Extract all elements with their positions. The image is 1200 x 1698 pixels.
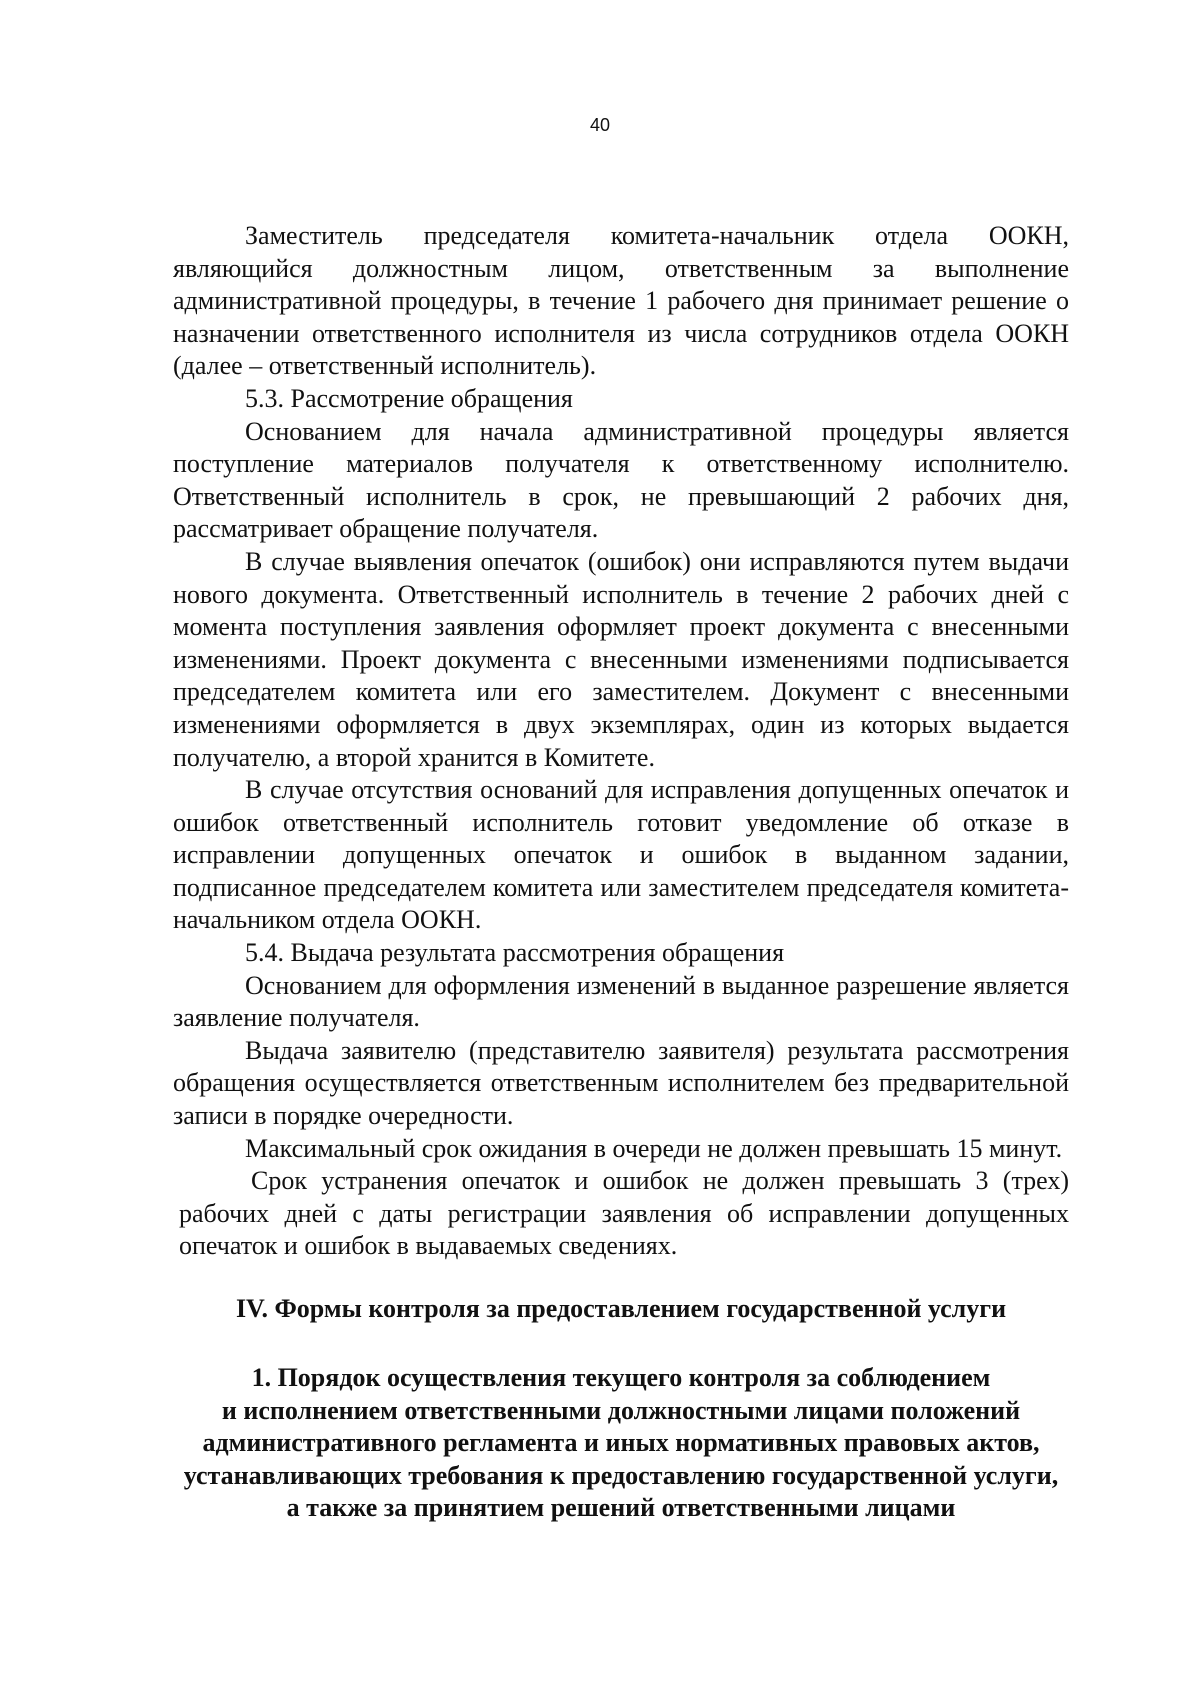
paragraph-queue-wait: Максимальный срок ожидания в очереди не должен превышать 15 минут. [245,1133,1063,1163]
subsection-title-line: а также за принятием решений ответственными лицами [286,1493,956,1522]
subsection-title-line: и исполнением ответственными должностными лицами положений [221,1395,1021,1425]
paragraph-deputy-chairman: Заместитель председателя комитета-начальник отдела ООКН, являющийся должностным лицом, ответственным за выполнение административной процедуры, в течение 1 рабочего дня принимает решение о назначении ответственного исполнителя из числа сотрудников отдела ООКН (далее – ответственный исполнитель). [173,221,1069,381]
paragraph-refusal-notice: В случае отсутствия оснований для исправления допущенных опечаток и ошибок ответственный исполнитель готовит уведомление об отказе в исправлении допущенных опечаток и ошибок в выданном задании, подписанное председателем комитета или заместителем председателя комитета-начальником отдела ООКН. [173,775,1069,935]
subsection-title-line: 1. Порядок осуществления текущего контроля за соблюдением [251,1363,991,1392]
subsection-title-line: устанавливающих требования к предоставлению государственной услуги, [183,1460,1059,1490]
page-number: 40 [589,115,611,135]
clause-5-3-heading: 5.3. Рассмотрение обращения [245,383,573,413]
subsection-title [173,1362,1069,1525]
paragraph-correction-deadline: Срок устранения опечаток и ошибок не должен превышать 3 (трех) рабочих дней с даты регистрации заявления об исправлении допущенных опечаток и ошибок в выдаваемых сведениях. [179,1166,1069,1261]
paragraph-change-basis: Основанием для оформления изменений в выданное разрешение является заявление получателя. [173,970,1069,1033]
paragraph-typo-correction: В случае выявления опечаток (ошибок) они исправляются путем выдачи нового документа. Ответственный исполнитель в течение 2 рабочих дней с момента поступления заявления оформляет проект документа с внесенными изменениями. Проект документа с внесенными изменениями подписывается председателем комитета или его заместителем. Документ с внесенными изменениями оформляется в двух экземплярах, один из которых выдается получателю, а второй хранится в Комитете. [173,546,1069,772]
paragraph-result-issuance: Выдача заявителю (представителю заявителя) результата рассмотрения обращения осуществляется ответственным исполнителем без предварительной записи в порядке очередности. [173,1035,1069,1131]
clause-5-4-heading: 5.4. Выдача результата рассмотрения обращения [245,938,785,968]
document-body [173,220,1069,1263]
paragraph-procedure-basis: Основанием для начала административной процедуры является поступление материалов получателя к ответственному исполнителю. Ответственный исполнитель в срок, не превышающий 2 рабочих дня, рассматривает обращение получателя. [173,416,1069,544]
subsection-title-line: административного регламента и иных нормативных правовых актов, [202,1428,1040,1457]
section-title: IV. Формы контроля за предоставлением государственной услуги [235,1294,1007,1323]
